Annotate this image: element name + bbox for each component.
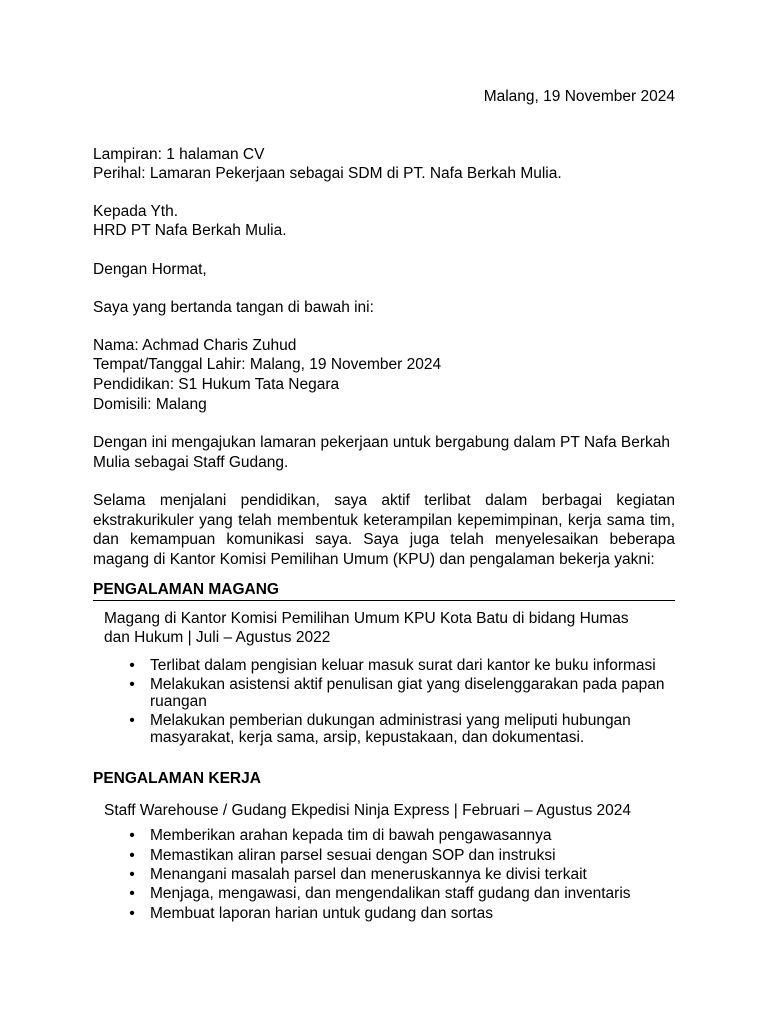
- identity-nama: Nama: Achmad Charis Zuhud: [93, 337, 297, 354]
- bullet-icon: [127, 711, 137, 731]
- bullet-icon: [127, 656, 137, 676]
- recipient-line: HRD PT Nafa Berkah Mulia.: [93, 222, 287, 239]
- kepada-line: Kepada Yth.: [93, 203, 179, 220]
- bullet-icon: [127, 884, 137, 904]
- paragraph2-line4: magang di Kantor Komisi Pemilihan Umum (KPU) dan pengalaman bekerja yakni:: [93, 551, 655, 568]
- work-title: Staff Warehouse / Gudang Ekpedisi Ninja Express | Februari – Agustus 2024: [104, 802, 632, 819]
- internship-bullet-1: Terlibat dalam pengisian keluar masuk surat dari kantor ke buku informasi: [150, 657, 656, 674]
- bullet-icon: [127, 904, 137, 924]
- paragraph1-line1: Dengan ini mengajukan lamaran pekerjaan untuk bergabung dalam PT Nafa Berkah: [93, 434, 671, 451]
- bullet-icon: [127, 826, 137, 846]
- work-bullet-5: Membuat laporan harian untuk gudang dan sortas: [150, 905, 493, 922]
- identity-domisili: Domisili: Malang: [93, 396, 207, 413]
- identity-ttl: Tempat/Tanggal Lahir: Malang, 19 November 2024: [93, 356, 442, 373]
- work-heading: PENGALAMAN KERJA: [93, 770, 261, 787]
- intro-line: Saya yang bertanda tangan di bawah ini:: [93, 299, 374, 316]
- internship-heading: PENGALAMAN MAGANG: [93, 581, 279, 598]
- work-bullet-2: Memastikan aliran parsel sesuai dengan SOP dan instruksi: [150, 847, 556, 864]
- greeting-line: Dengan Hormat,: [93, 261, 207, 278]
- identity-pendidikan: Pendidikan: S1 Hukum Tata Negara: [93, 376, 340, 393]
- bullet-icon: [127, 865, 137, 885]
- paragraph2-line1: Selama menjalani pendidikan, saya aktif terlibat dalam berbagai kegiatan: [93, 492, 675, 509]
- paragraph2-line2: ekstrakurikuler yang telah membentuk keterampilan kepemimpinan, kerja sama tim,: [93, 512, 675, 529]
- internship-title-line2: dan Hukum | Juli – Agustus 2022: [104, 629, 331, 646]
- bullet-icon: [127, 675, 137, 695]
- internship-heading-rule: [93, 600, 675, 601]
- internship-bullet-2: Melakukan asistensi aktif penulisan giat yang diselenggarakan pada papan ruangan: [150, 676, 665, 710]
- work-bullet-4: Menjaga, mengawasi, dan mengendalikan staff gudang dan inventaris: [150, 885, 631, 902]
- internship-title-line1: Magang di Kantor Komisi Pemilihan Umum KPU Kota Batu di bidang Humas: [104, 610, 629, 627]
- paragraph2-line3: dan kemampuan komunikasi saya. Saya juga telah menyelesaikan beberapa: [93, 531, 675, 548]
- paragraph1-line2: Mulia sebagai Staff Gudang.: [93, 454, 289, 471]
- perihal-line: Perihal: Lamaran Pekerjaan sebagai SDM di PT. Nafa Berkah Mulia.: [93, 165, 562, 182]
- date-line: Malang, 19 November 2024: [483, 88, 675, 105]
- work-bullet-3: Menangani masalah parsel dan meneruskannya ke divisi terkait: [150, 866, 587, 883]
- work-bullet-1: Memberikan arahan kepada tim di bawah pengawasannya: [150, 827, 552, 844]
- internship-bullet-3: Melakukan pemberian dukungan administrasi yang meliputi hubungan masyarakat, kerja sama, arsip, kepustakaan, dan dokumentasi.: [150, 712, 631, 746]
- lampiran-line: Lampiran: 1 halaman CV: [93, 146, 265, 163]
- bullet-icon: [127, 846, 137, 866]
